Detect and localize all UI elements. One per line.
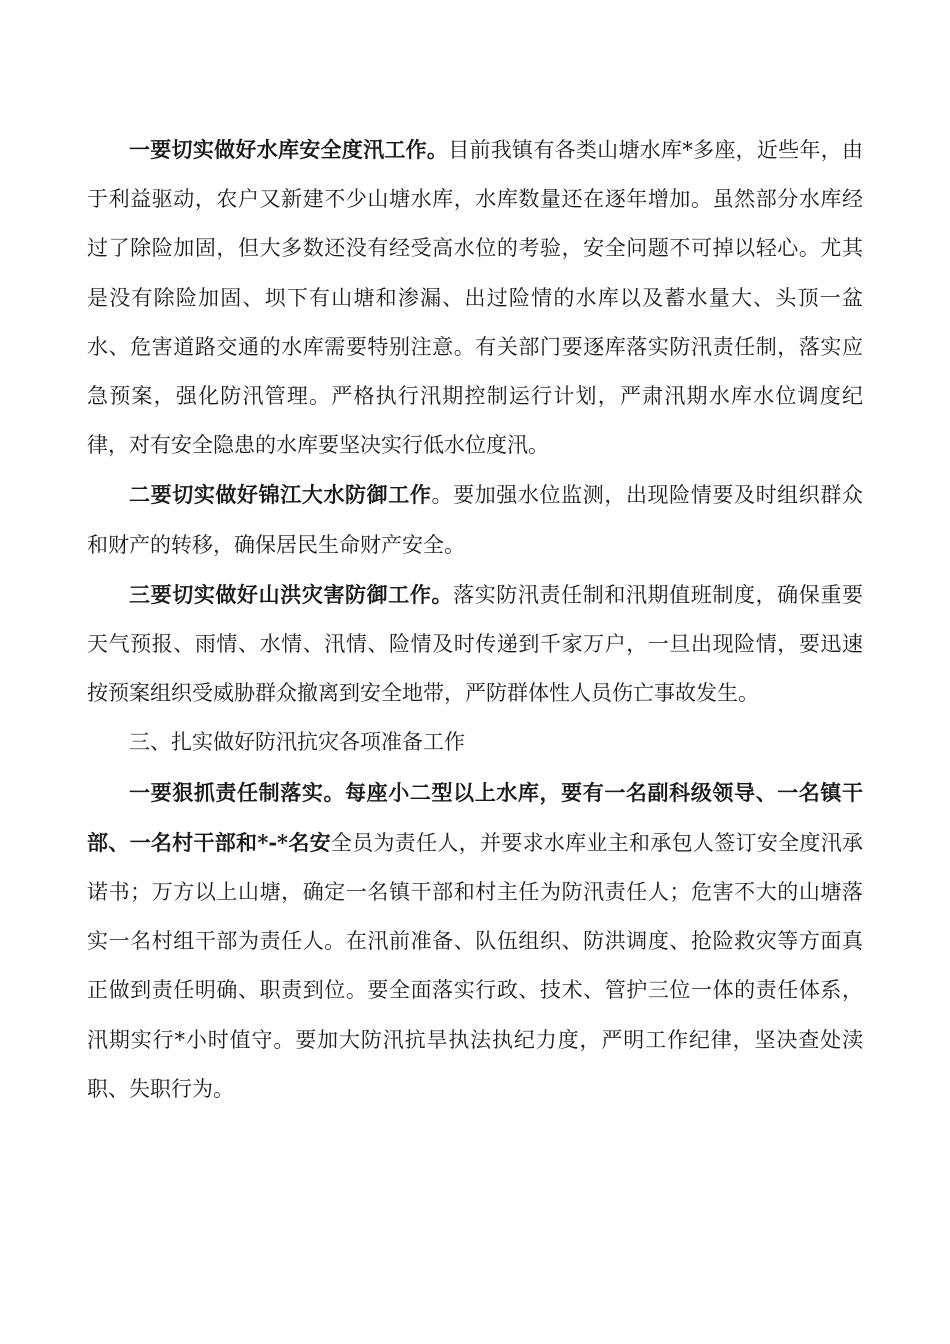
paragraph-lead: 一要切实做好水库安全度汛工作。 xyxy=(129,137,449,162)
paragraph-body: 全员为责任人，并要求水库业主和承包人签订安全度汛承诺书；万方以上山塘，确定一名镇干部和村主任为防汛责任人；危害不大的山塘落实一名村组干部为责任人。在汛前准备、队伍组织、防洪调度、抢险救灾等方面真正做到责任明确、职责到位。要全面落实行政、技术、管护三位一体的责任体系，汛期实行*小时值守。要加大防汛抗旱执法执纪力度，严明工作纪律，坚决查处渎职、失职行为。 xyxy=(87,830,863,1101)
paragraph-lead: 二要切实做好锦江大水防御工作 xyxy=(129,482,432,508)
paragraph-jinjiang-flood xyxy=(87,470,863,569)
section-heading: 三、扎实做好防汛抗灾各项准备工作 xyxy=(129,730,465,755)
paragraph-lead: 一要狠抓责任制落实。每座小二型以上水库，要有一名副科级领导、一名镇干部、一名村干部和*-*名安 xyxy=(87,779,863,855)
paragraph-reservoir-safety xyxy=(87,125,863,470)
paragraph-responsibility xyxy=(87,768,863,1114)
paragraph-lead: 三要切实做好山洪灾害防御工作。 xyxy=(129,581,454,607)
paragraph-mountain-flood xyxy=(87,570,863,719)
paragraph-body: 目前我镇有各类山塘水库*多座，近些年，由于利益驱动，农户又新建不少山塘水库，水库数量还在逐年增加。虽然部分水库经过了除险加固，但大多数还没有经受高水位的考验，安全问题不可掉以轻心。尤其是没有除险加固、坝下有山塘和渗漏、出过险情的水库以及蓄水量大、头顶一盆水、危害道路交通的水库需要特别注意。有关部门要逐库落实防汛责任制，落实应急预案，强化防汛管理。严格执行汛期控制运行计划，严肃汛期水库水位调度纪律，对有安全隐患的水库要坚决实行低水位度汛。 xyxy=(87,138,864,458)
document-page xyxy=(87,125,863,1114)
paragraph-body: 落实防汛责任制和汛期值班制度，确保重要天气预报、雨情、水情、汛情、险情及时传递到千家万户，一旦出现险情，要迅速按预案组织受威胁群众撤离到安全地带，严防群体性人员伤亡事故发生。 xyxy=(87,582,864,706)
paragraph-body: 。要加强水位监测，出现险情要及时组织群众和财产的转移，确保居民生命财产安全。 xyxy=(87,483,863,557)
